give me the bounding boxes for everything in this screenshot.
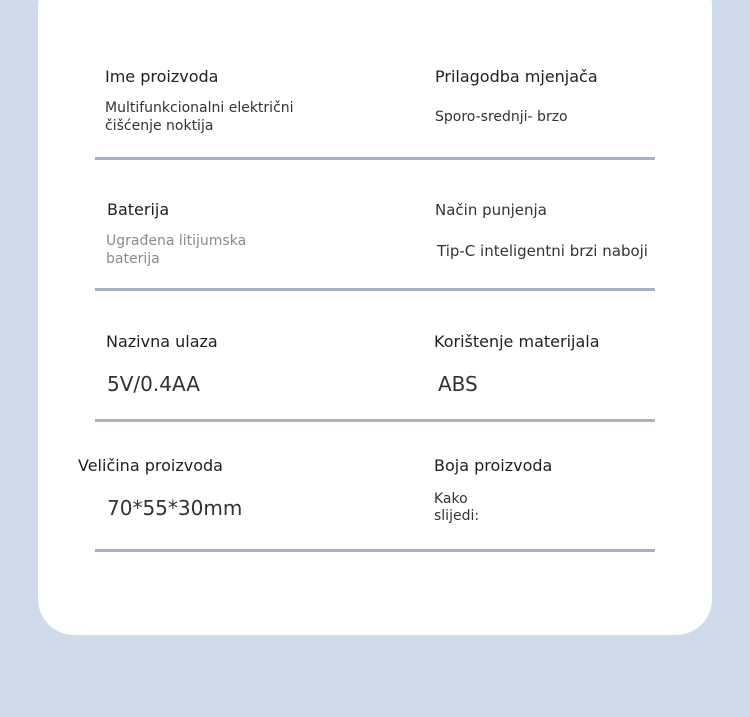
product-color-value-line2: slijedi: — [434, 508, 480, 524]
divider-2 — [95, 288, 655, 291]
rated-input-value: 5V/0.4AA — [107, 372, 200, 396]
material-label: Korištenje materijala — [434, 332, 600, 351]
charging-method-label: Način punjenja — [435, 201, 547, 219]
rated-input-label: Nazivna ulaza — [106, 332, 218, 351]
battery-value-line1: Ugrađena litijumska — [106, 233, 247, 249]
product-name-label: Ime proizvoda — [105, 67, 219, 86]
divider-4 — [95, 549, 655, 552]
battery-value-line2: baterija — [106, 251, 160, 267]
gear-adjust-value: Sporo-srednji- brzo — [435, 109, 568, 125]
battery-label: Baterija — [107, 200, 170, 219]
gear-adjust-label: Prilagodba mjenjača — [435, 67, 598, 86]
product-name-value-line2: čišćenje noktija — [105, 118, 214, 134]
divider-3 — [95, 419, 655, 422]
product-size-label: Veličina proizvoda — [78, 456, 223, 475]
charging-method-value: Tip-C inteligentni brzi naboji — [437, 242, 648, 260]
product-color-label: Boja proizvoda — [434, 456, 553, 475]
product-size-value: 70*55*30mm — [107, 496, 243, 520]
product-name-value-line1: Multifunkcionalni električni — [105, 100, 294, 116]
material-value: ABS — [438, 372, 478, 396]
spec-card — [38, 0, 712, 635]
divider-1 — [95, 157, 655, 160]
product-color-value-line1: Kako — [434, 491, 468, 507]
